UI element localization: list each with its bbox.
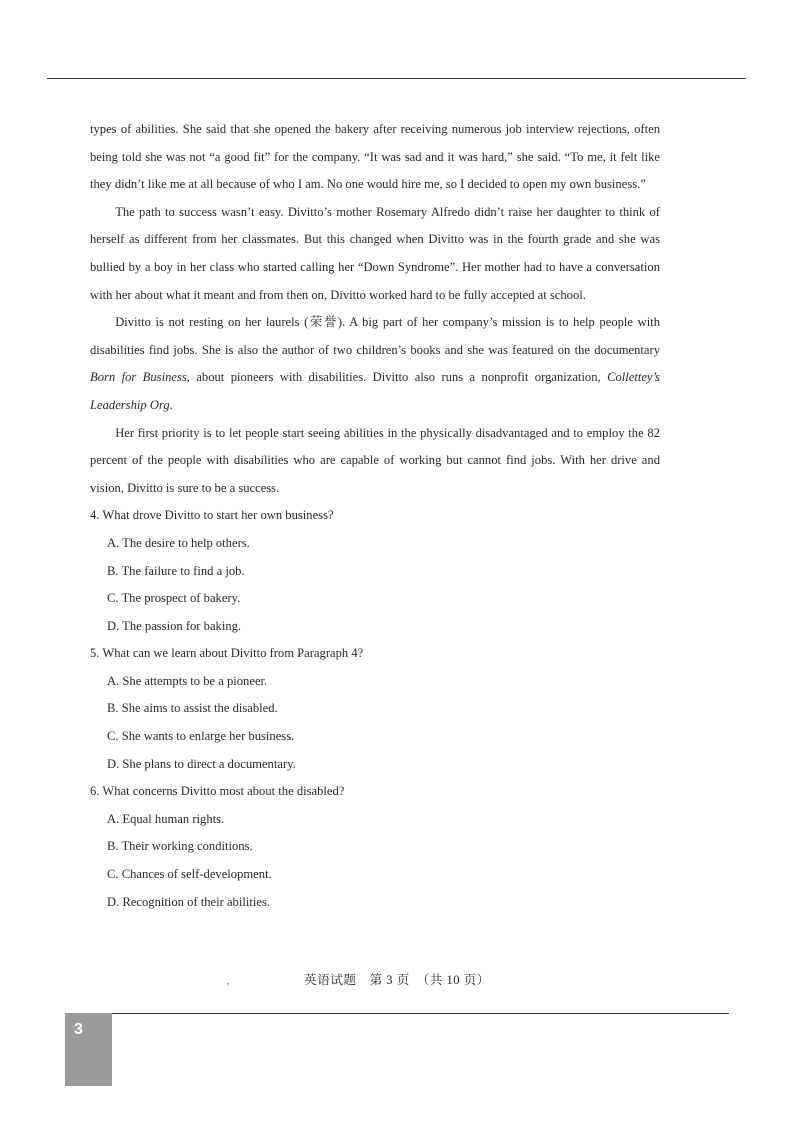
question-stem: 4. What drove Divitto to start her own business?	[90, 508, 334, 523]
answer-option: C. Chances of self-development.	[107, 867, 272, 882]
page-footer: 英语试题 第 3 页 （共 10 页）	[304, 973, 490, 987]
passage-paragraph	[90, 420, 660, 503]
passage-paragraph	[90, 116, 660, 199]
italic-title: Collettey’s Leadership Org	[90, 370, 660, 412]
answer-option: C. The prospect of bakery.	[107, 591, 241, 606]
paragraph-text: , about pioneers with disabilities. Divitto also runs a nonprofit organization,	[186, 370, 608, 385]
question-stem: 5. What can we learn about Divitto from Paragraph 4?	[90, 646, 364, 661]
passage-paragraph	[90, 199, 660, 309]
paragraph-text: Her first priority is to let people start seeing abilities in the physically disadvantaged and to employ the 82 percent of the people with disabilities who are capable of working but cannot find jobs. With her drive and vision, Divitto is sure to be a success.	[90, 425, 660, 495]
question-block	[90, 502, 660, 640]
footer-mark: ′	[227, 982, 230, 993]
page-number-tab	[65, 1013, 112, 1086]
answer-option: D. She plans to direct a documentary.	[107, 756, 296, 771]
answer-option: A. She attempts to be a pioneer.	[107, 673, 268, 688]
paragraph-text: .	[169, 397, 173, 412]
page-content	[90, 116, 660, 916]
paragraph-text: The path to success wasn’t easy. Divitto’s mother Rosemary Alfredo didn’t raise her daughter to think of herself as different from her classmates. But this changed when Divitto was in the fourth grade and she was bullied by a boy in her class who started calling her “Down Syndrome”. Her mother had to have a conversation with her about what it meant and from then on, Divitto worked hard to be fully accepted at school.	[90, 204, 660, 302]
italic-title: Born for Business	[90, 370, 187, 385]
answer-option: A. Equal human rights.	[107, 811, 225, 826]
question-block	[90, 640, 660, 778]
reading-passage	[90, 116, 660, 502]
paragraph-text: types of abilities. She said that she opened the bakery after receiving numerous job interview rejections, often being told she was not “a good fit” for the company. “It was sad and it was hard,” she said. “To me, it felt like they didn’t like me at all because of who I am. No one would hire me, so I decided to open my own business.”	[90, 122, 660, 192]
question-block	[90, 778, 660, 916]
question-list	[90, 502, 660, 916]
footer-rule	[112, 1013, 729, 1014]
header-rule	[47, 78, 746, 79]
answer-option: D. Recognition of their abilities.	[107, 894, 270, 909]
answer-option: D. The passion for baking.	[107, 618, 242, 633]
question-stem: 6. What concerns Divitto most about the disabled?	[90, 784, 345, 799]
passage-paragraph	[90, 309, 660, 419]
answer-option: B. She aims to assist the disabled.	[107, 701, 278, 716]
answer-option: C. She wants to enlarge her business.	[107, 729, 295, 744]
paragraph-text: Divitto is not resting on her laurels (荣誉). A big part of her company’s mission is to help people with disabilities find jobs. She is also the author of two children’s books and she was featured on the documentary	[90, 315, 660, 357]
answer-option: B. The failure to find a job.	[107, 563, 245, 578]
page-number: 3	[74, 1021, 83, 1038]
answer-option: B. Their working conditions.	[107, 839, 253, 854]
answer-option: A. The desire to help others.	[107, 535, 250, 550]
